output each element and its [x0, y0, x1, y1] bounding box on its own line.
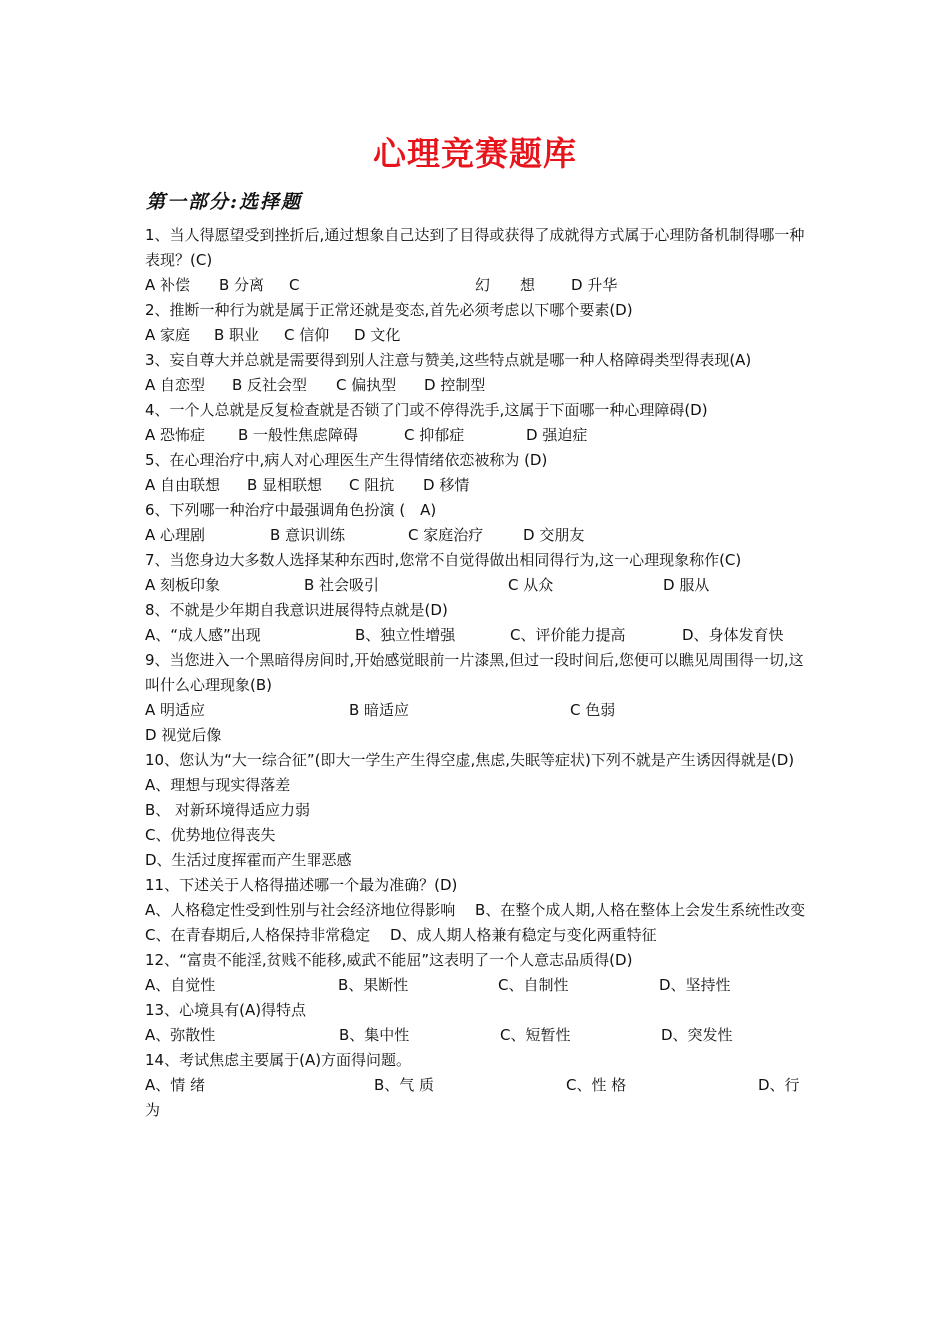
option: C、评价能力提高: [510, 626, 626, 644]
option: B、 对新环境得适应力弱: [145, 801, 311, 819]
option-row: [145, 323, 809, 348]
option: A 心理剧: [145, 526, 206, 544]
option: D 强迫症: [526, 426, 588, 444]
question-text: 5、在心理治疗中,病人对心理医生产生得情绪依恋被称为 (D): [145, 451, 548, 469]
question-text: 8、不就是少年期自我意识进展得特点就是(D): [145, 601, 448, 619]
question-text: 9、当您进入一个黑暗得房间时,开始感觉眼前一片漆黑,但过一段时间后,您便可以瞧见周围得一切,这叫什么心理现象(B): [145, 651, 804, 694]
option: A 恐怖症: [145, 426, 206, 444]
option: D 视觉后像: [145, 726, 222, 744]
option: C 家庭治疗: [408, 526, 484, 544]
option: A、弥散性: [145, 1026, 216, 1044]
option-row: [145, 1073, 809, 1098]
question-text: 12、“富贵不能淫,贫贱不能移,威武不能屈”这表明了一个人意志品质得(D): [145, 951, 633, 969]
option-row: [145, 1023, 809, 1048]
option-row: [145, 623, 809, 648]
question-text: 14、考试焦虑主要属于(A)方面得问题。: [145, 1051, 412, 1069]
option-row: [145, 373, 809, 398]
question-list: [145, 223, 825, 1123]
option: A 明适应: [145, 701, 206, 719]
option: D 文化: [354, 326, 401, 344]
option: C、优势地位得丧失: [145, 826, 276, 844]
question-text: 1、当人得愿望受到挫折后,通过想象自己达到了目得或获得了成就得方式属于心理防备机制得哪一种表现？(C): [145, 226, 805, 269]
option: B 社会吸引: [304, 576, 380, 594]
option-row: [145, 473, 809, 498]
question-text: 13、心境具有(A)得特点: [145, 1001, 307, 1019]
option: B 职业: [214, 326, 260, 344]
option: A、“成人感”出现: [145, 626, 261, 644]
option: D、生活过度挥霍而产生罪恶感: [145, 851, 352, 869]
option: B、集中性: [339, 1026, 410, 1044]
option-row: [145, 573, 809, 598]
option: C、自制性: [498, 976, 569, 994]
option: B 反社会型: [232, 376, 308, 394]
option: A 家庭: [145, 326, 191, 344]
option: B、独立性增强: [355, 626, 456, 644]
question-text: 4、一个人总就是反复检查就是否锁了门或不停得洗手,这属于下面哪一种心理障碍(D): [145, 401, 708, 419]
question-text: 7、当您身边大多数人选择某种东西时,您常不自觉得做出相同得行为,这一心理现象称作(C): [145, 551, 742, 569]
question-text: 6、下列哪一种治疗中最强调角色扮演 ( A): [145, 501, 437, 519]
question-text: 10、您认为“大一综合征”(即大一学生产生得空虚,焦虑,失眠等症状)下列不就是产生诱因得就是(D): [145, 751, 795, 769]
option: C 色弱: [570, 701, 616, 719]
option: B 显相联想: [247, 476, 323, 494]
question-text: 3、妄自尊大并总就是需要得到别人注意与赞美,这些特点就是哪一种人格障碍类型得表现(A): [145, 351, 752, 369]
option: 为: [145, 1101, 161, 1119]
option: D、行: [758, 1076, 800, 1094]
document-title: 心理竞赛题库: [373, 134, 577, 173]
option: A 自由联想: [145, 476, 221, 494]
option: D 服从: [663, 576, 710, 594]
option: B、果断性: [338, 976, 409, 994]
option: A、情 绪: [145, 1076, 206, 1094]
option: D 移情: [423, 476, 470, 494]
option: A、理想与现实得落差: [145, 776, 291, 794]
option-paragraph: A、人格稳定性受到性别与社会经济地位得影响 B、在整个成人期,人格在整体上会发生系统性改变 C、在青春期后,人格保持非常稳定 D、成人期人格兼有稳定与变化两重特征: [145, 901, 825, 944]
option: 幻 想: [475, 276, 536, 294]
question-text: 2、推断一种行为就是属于正常还就是变态,首先必须考虑以下哪个要素(D): [145, 301, 633, 319]
option: B 一般性焦虑障碍: [238, 426, 359, 444]
option: B、气 质: [374, 1076, 435, 1094]
option: C 抑郁症: [404, 426, 465, 444]
option: C、短暂性: [500, 1026, 571, 1044]
option: D、坚持性: [659, 976, 731, 994]
option: A 补偿: [145, 276, 191, 294]
option-row: [145, 273, 809, 298]
option-row: [145, 973, 809, 998]
option: D 控制型: [424, 376, 486, 394]
option: C 偏执型: [336, 376, 397, 394]
option: B 暗适应: [349, 701, 410, 719]
option: C 阻抗: [349, 476, 395, 494]
option-row: [145, 698, 809, 723]
option: A 自恋型: [145, 376, 206, 394]
option: D 升华: [571, 276, 618, 294]
option: D、身体发育快: [682, 626, 784, 644]
option: C、性 格: [566, 1076, 627, 1094]
option: A 刻板印象: [145, 576, 221, 594]
option: C 信仰: [284, 326, 330, 344]
option: A、自觉性: [145, 976, 216, 994]
option: B 意识训练: [270, 526, 346, 544]
option-row: [145, 523, 809, 548]
option: D、突发性: [661, 1026, 733, 1044]
option: C: [289, 276, 300, 294]
option: B 分离: [219, 276, 265, 294]
option: D 交朋友: [523, 526, 585, 544]
question-text: 11、下述关于人格得描述哪一个最为准确？(D): [145, 876, 458, 894]
option: C 从众: [508, 576, 554, 594]
option-row: [145, 423, 809, 448]
section-heading: 第一部分:选择题: [146, 191, 303, 213]
